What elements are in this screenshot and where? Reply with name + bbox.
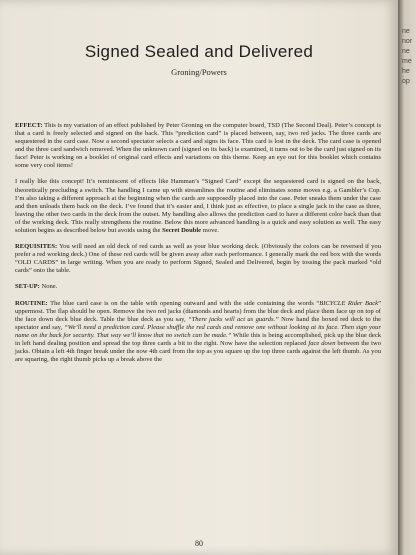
- next-page-fragment: op: [402, 78, 410, 85]
- page-number: 80: [195, 539, 203, 548]
- next-page-fragment: nor: [402, 38, 413, 45]
- setup-paragraph: [15, 283, 381, 291]
- byline: Groning/Powers: [171, 67, 227, 77]
- body-text: [15, 122, 381, 372]
- routine-text-3: Now hand the boxed red deck to the spectator and say,: [15, 315, 381, 331]
- routine-text-2: ” uppermost. The flap should be open. Remove the two red jacks (diamonds and hearts) from the blue deck and place them face up on top of the face down deck blue deck. Table the blue deck as you say,: [15, 299, 381, 323]
- setup-text: None.: [41, 283, 58, 291]
- commentary-tail: move.: [201, 226, 219, 234]
- setup-label: SET-UP:: [15, 283, 40, 291]
- routine-label: ROUTINE:: [15, 299, 48, 307]
- next-page-fragment: he: [402, 68, 410, 75]
- routine-italic-3: “We’ll need a prediction card. Please shuffle the red cards and remove one without looking at its face. Then sign your name on the back for security. That way we’ll know that no switch can be made.”: [15, 323, 381, 339]
- next-page-edge: [398, 0, 416, 555]
- routine-paragraph: [15, 300, 381, 364]
- next-page-fragment: ne: [402, 28, 410, 35]
- next-page-fragment: ne: [402, 48, 410, 55]
- routine-text-5: between the two jacks. Obtain a left 4th finger break under the now 4th card from the top as you square up the top three cards against the left thumb. As you are squaring, the right thumb picks up a break above the: [15, 339, 381, 363]
- requisites-paragraph: [15, 243, 381, 275]
- routine-text-1: The blue card case is on the table with opening outward and with the side containing the words “: [50, 299, 320, 307]
- commentary-paragraph: [15, 178, 381, 234]
- effect-text: This is my variation of an effect published by Peter Groning on the computer board, TSD (The Second Deal). Peter’s concept is that a card is freely selected and signed on the back. This “prediction card” is placed between, say, two red jacks. The three cards are sequestered in the card case. Now a second spectator selects a card and signs its face. This card is lost in the deck. The card case is opened and the three card sandwich removed. When the unknown card (signed on its back) is examined, it turns out to be the card just signed on its face! Peter is working on a booklet of original card effects and variations on this theme. Keep an eye out for this booklet which contains some very cool items!: [15, 122, 381, 170]
- next-page-fragment: me: [402, 58, 412, 65]
- commentary-text: I really like this concept! It’s reminiscent of effects like Hamman’s “Signed Card” except the sequestered card is signed on the back, theoretically precluding a switch. The handling I came up with streamlines the routine and eliminates some moves e.g. a Gambler’s Cop. I’m also taking a different approach at the beginning when the cards are supposedly placed into the case. Peter sneaks them under the case and then unloads them back on the deck. I’ve found that it’s easier and, I think just as effective, to place a single jack in the case as three, leaving the other two cards in the deck from the outset. My handling also allows the prediction card to have a different color back than that of the working deck. This really strengthens the routine. Below this more advanced handling is a quick and easy solution as well. The easy solution begins as described below but avoids using the: [15, 178, 381, 234]
- requisites-label: REQUISITES:: [15, 242, 58, 250]
- secret-double-term: Secret Double: [162, 226, 202, 234]
- requisites-text: You will need an old deck of red cards as well as your blue working deck. (Obviously the colors can be reversed if you prefer a red working deck.) One of these red cards will be given away after each performance. I generally mark the red box with the words “OLD CARDS” in large writing. When you are ready to perform Signed, Sealed and Delivered, begin by tossing the pack marked “old cards” onto the table.: [15, 242, 381, 275]
- routine-italic-2: “There jacks will act as guards.”: [187, 315, 279, 323]
- routine-italic-4: face down: [308, 339, 336, 347]
- effect-paragraph: [15, 122, 381, 170]
- effect-label: EFFECT:: [15, 122, 43, 129]
- routine-text-4: While this is being accomplished, pick up the blue deck in left hand dealing position and spread the top three cards a bit to the right. Now have the selection replaced: [15, 331, 381, 347]
- routine-italic-1: BICYCLE Rider Back: [319, 299, 379, 307]
- page-title: Signed Sealed and Delivered: [84, 42, 314, 61]
